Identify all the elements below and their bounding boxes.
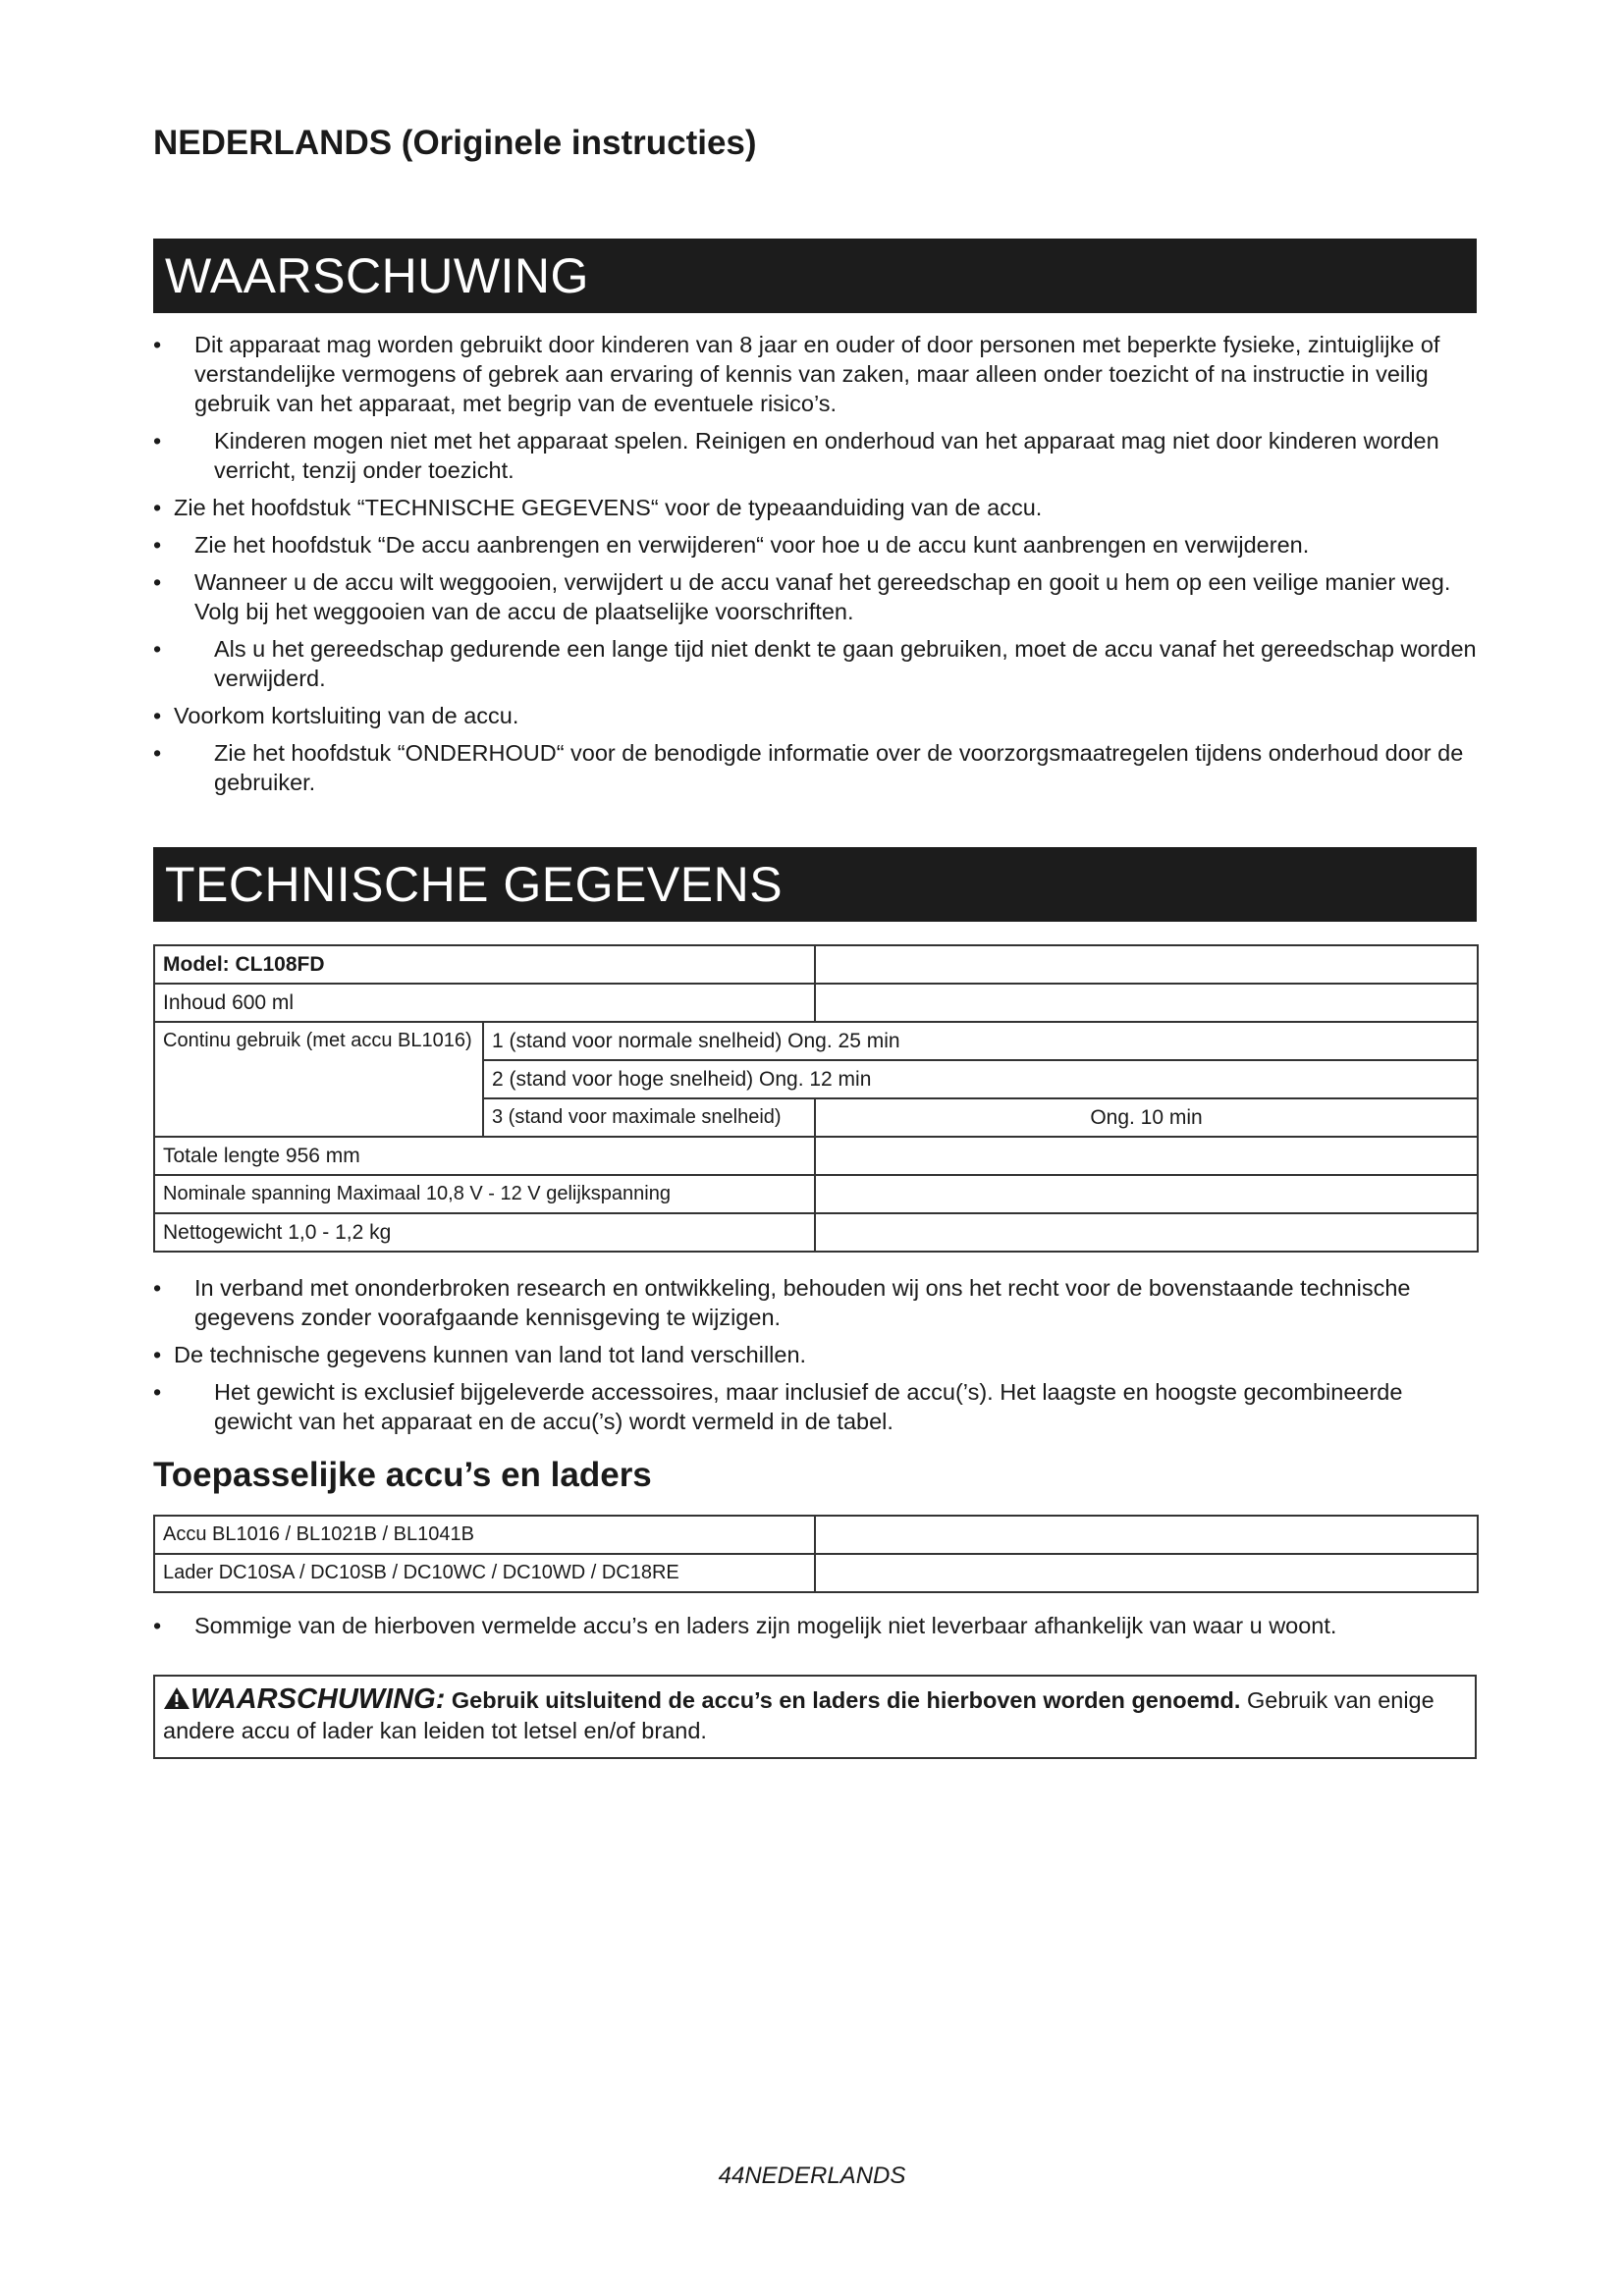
continuous-use-cell: Continu gebruik (met accu BL1016) [154,1022,483,1137]
list-item-text: Als u het gereedschap gedurende een lange tijd niet denkt te gaan gebruiken, moet de accu vanaf het gereedschap worden verwijderd. [214,636,1477,691]
bullet-marker: • [153,1379,162,1405]
warning-list [153,330,1477,805]
speed-1-cell: 1 (stand voor normale snelheid) Ong. 25 min [483,1022,1478,1060]
speed-2-cell: 2 (stand voor hoge snelheid) Ong. 12 min [483,1060,1478,1098]
batteries-cell: Accu BL1016 / BL1021B / BL1041B [154,1516,815,1554]
list-item [153,738,1477,797]
chargers-cell: Lader DC10SA / DC10SB / DC10WC / DC10WD / DC18RE [154,1554,815,1592]
bullet-marker: • [153,569,162,595]
list-item-text: Dit apparaat mag worden gebruikt door kinderen van 8 jaar en ouder of door personen met beperkte fysieke, zintuiglijke of verstandelijke vermogens of gebrek aan ervaring of kennis van zaken, maar alleen onder toezicht of na instructie in veilig gebruik van het apparaat, met begrip van de eventuele risico’s. [194,332,1440,416]
list-item-text: Sommige van de hierboven vermelde accu’s en laders zijn mogelijk niet leverbaar afhankelijk van waar u woont. [194,1613,1337,1638]
capacity-cell: Inhoud 600 ml [154,984,815,1022]
bullet-marker: • [153,703,162,728]
list-item [153,634,1477,693]
bullet-marker: • [153,636,162,662]
battery-warning-box [153,1675,1477,1759]
speed-3-value-cell: Ong. 10 min [815,1098,1478,1137]
bullet-marker: • [153,332,162,357]
batteries-table [153,1515,1479,1593]
availability-list [153,1611,1477,1648]
bullet-marker: • [153,428,162,454]
table-row [154,1175,1478,1213]
empty-cell [815,1213,1478,1252]
list-item [153,330,1477,418]
list-item-text: In verband met ononderbroken research en ontwikkeling, behouden wij ons het recht voor de bovenstaande technische gegevens zonder voorafgaande kennisgeving te wijzigen. [194,1275,1411,1330]
list-item [153,426,1477,485]
list-item-text: Zie het hoofdstuk “De accu aanbrengen en verwijderen“ voor hoe u de accu kunt aanbrengen en verwijderen. [194,532,1310,558]
list-item [153,701,1477,730]
total-length-cell: Totale lengte 956 mm [154,1137,815,1175]
empty-cell [815,1137,1478,1175]
empty-cell [815,984,1478,1022]
table-row [154,1516,1478,1554]
list-item [153,1340,1477,1369]
warning-strong-text: Gebruik uitsluitend de accu’s en laders die hierboven worden genoemd. [451,1687,1241,1713]
list-item-text: Zie het hoofdstuk “TECHNISCHE GEGEVENS“ voor de typeaanduiding van de accu. [174,495,1043,520]
list-item [153,1611,1477,1640]
bullet-marker: • [153,1275,162,1301]
speed-3-cell: 3 (stand voor maximale snelheid) [483,1098,815,1137]
list-item [153,1377,1477,1436]
empty-cell [815,1554,1478,1592]
table-row [154,1213,1478,1252]
list-item-text: De technische gegevens kunnen van land tot land verschillen. [174,1342,807,1367]
table-row [154,1137,1478,1175]
empty-cell [815,1516,1478,1554]
language-title: NEDERLANDS (Originele instructies) [153,124,757,162]
page-footer: 44NEDERLANDS [718,2163,906,2189]
list-item-text: Zie het hoofdstuk “ONDERHOUD“ voor de benodigde informatie over de voorzorgsmaatregelen tijdens onderhoud door de gebruiker. [214,740,1464,795]
list-item-text: Voorkom kortsluiting van de accu. [174,703,519,728]
bullet-marker: • [153,495,162,520]
list-item [153,493,1477,522]
warning-label: WAARSCHUWING: [190,1683,446,1715]
list-item [153,1273,1477,1332]
list-item-text: Wanneer u de accu wilt weggooien, verwijdert u de accu vanaf het gereedschap en gooit u hem op een veilige manier weg. Volg bij het weggooien van de accu de plaatselijke voorschriften. [194,569,1451,624]
specs-banner: TECHNISCHE GEGEVENS [153,847,1477,922]
bullet-marker: • [153,740,162,766]
bullet-marker: • [153,1613,162,1638]
net-weight-cell: Nettogewicht 1,0 - 1,2 kg [154,1213,815,1252]
rated-voltage-cell: Nominale spanning Maximaal 10,8 V - 12 V gelijkspanning [154,1175,815,1213]
list-item-text: Kinderen mogen niet met het apparaat spelen. Reinigen en onderhoud van het apparaat mag niet door kinderen worden verricht, tenzij onder toezicht. [214,428,1439,483]
bullet-marker: • [153,1342,162,1367]
specs-table [153,944,1479,1253]
list-item [153,567,1477,626]
specs-notes-list [153,1273,1477,1444]
warning-triangle-icon [163,1686,190,1710]
table-row [154,1022,1478,1060]
empty-cell [815,945,1478,984]
table-row [154,945,1478,984]
model-cell: Model: CL108FD [154,945,815,984]
table-row [154,984,1478,1022]
empty-cell [815,1175,1478,1213]
list-item-text: Het gewicht is exclusief bijgeleverde accessoires, maar inclusief de accu(’s). Het laagste en hoogste gecombineerde gewicht van het apparaat en de accu(’s) wordt vermeld in de tabel. [214,1379,1403,1434]
batteries-heading: Toepasselijke accu’s en laders [153,1456,652,1494]
warning-text: Gebruik van enige andere accu of lader kan leiden tot letsel en/of brand. [163,1687,1435,1743]
bullet-marker: • [153,532,162,558]
table-row [154,1554,1478,1592]
warning-banner: WAARSCHUWING [153,239,1477,313]
list-item [153,530,1477,560]
